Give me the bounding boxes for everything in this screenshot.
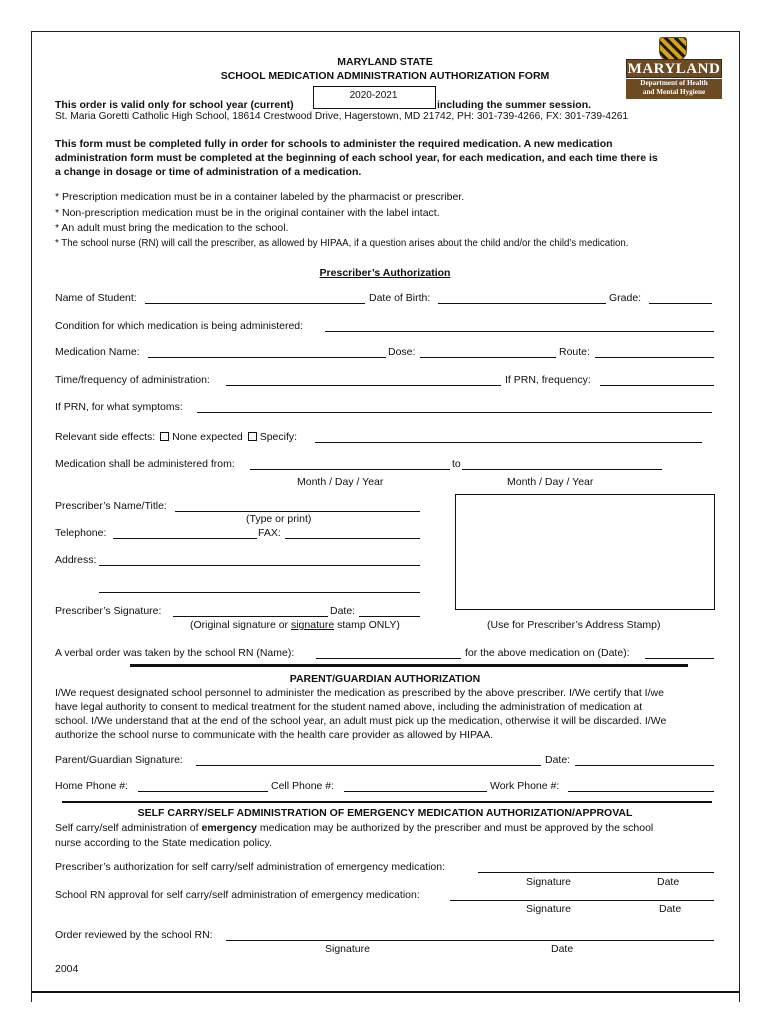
footer-year: 2004 bbox=[55, 963, 79, 975]
valid-prefix: This order is valid only for school year (current) bbox=[55, 99, 294, 111]
label-side-effects: Relevant side effects: bbox=[55, 431, 156, 443]
medication-name-field[interactable] bbox=[148, 357, 386, 358]
work-phone-field[interactable] bbox=[568, 791, 714, 792]
label-prn-frequency: If PRN, frequency: bbox=[505, 374, 591, 386]
rn-selfcarry-field[interactable] bbox=[450, 900, 714, 901]
label-verbal-for: for the above medication on (Date): bbox=[465, 647, 630, 659]
selfcarry-heading: SELF CARRY/SELF ADMINISTRATION OF EMERGENCY MEDICATION AUTHORIZATION/APPROVAL bbox=[137, 807, 633, 819]
prescriber-name-field[interactable] bbox=[175, 511, 420, 512]
bullet-2: * Non-prescription medication must be in the original container with the label intact. bbox=[55, 207, 440, 219]
valid-suffix: including the summer session. bbox=[437, 99, 592, 111]
title-form: SCHOOL MEDICATION ADMINISTRATION AUTHORIZATION FORM bbox=[220, 70, 550, 82]
signature-date-field[interactable] bbox=[359, 616, 420, 617]
label-student-name: Name of Student: bbox=[55, 292, 137, 304]
prn-frequency-field[interactable] bbox=[600, 385, 714, 386]
side-effects-row bbox=[55, 431, 297, 443]
parent-line3: school. I/We understand that at the end of the school year, an adult must pick up the medication, otherwise it will be discarded. I/We bbox=[55, 715, 667, 727]
school-info: St. Maria Goretti Catholic High School, 18614 Crestwood Drive, Hagerstown, MD 21742, PH: 301-739-4266, FX: 301-739-4261 bbox=[55, 111, 629, 122]
selfcarry-date-label-1: Date bbox=[657, 876, 680, 888]
logo-line2: and Mental Hygiene bbox=[642, 88, 706, 96]
label-work-phone: Work Phone #: bbox=[490, 780, 560, 792]
label-address: Address: bbox=[55, 554, 97, 566]
bullet-4: * The school nurse (RN) will call the prescriber, as allowed by HIPAA, if a question arises about the child and/or the child’s medication. bbox=[55, 238, 629, 249]
parent-line1: I/We request designated school personnel to administer the medication as prescribed by the above prescriber. I/We certify that I/we bbox=[55, 687, 664, 699]
label-home-phone: Home Phone #: bbox=[55, 780, 128, 792]
logo-subtitle bbox=[626, 79, 722, 99]
time-frequency-field[interactable] bbox=[226, 385, 501, 386]
label-verbal-order: A verbal order was taken by the school RN (Name): bbox=[55, 647, 295, 659]
address-field-2[interactable] bbox=[99, 592, 420, 593]
signature-note bbox=[190, 619, 400, 631]
label-parent-date: Date: bbox=[545, 754, 571, 766]
home-phone-field[interactable] bbox=[138, 791, 268, 792]
label-time-frequency: Time/frequency of administration: bbox=[55, 374, 210, 386]
parent-line4: authorize the school nurse to communicate with the health care provider as allowed by HIPAA. bbox=[55, 729, 494, 741]
selfcarry-signature-label-2: Signature bbox=[526, 903, 571, 915]
prescriber-selfcarry-field[interactable] bbox=[478, 872, 714, 873]
selfcarry-line1 bbox=[55, 822, 653, 834]
selfcarry-line1-post: medication may be authorized by the prescriber and must be approved by the school bbox=[256, 822, 654, 834]
prescriber-heading: Prescriber’s Authorization bbox=[319, 267, 451, 279]
verbal-order-name-field[interactable] bbox=[316, 658, 461, 659]
title-state: MARYLAND STATE bbox=[337, 56, 433, 68]
logo-name: MARYLAND bbox=[627, 61, 721, 77]
signature-note-post: stamp ONLY) bbox=[334, 619, 400, 631]
from-date-field[interactable] bbox=[250, 469, 450, 470]
label-telephone: Telephone: bbox=[55, 527, 107, 539]
label-to: to bbox=[452, 458, 461, 470]
label-route: Route: bbox=[559, 346, 590, 358]
parent-heading: PARENT/GUARDIAN AUTHORIZATION bbox=[289, 673, 481, 685]
maryland-crest-icon bbox=[659, 37, 687, 61]
dose-field[interactable] bbox=[420, 357, 556, 358]
label-dob: Date of Birth: bbox=[369, 292, 431, 304]
parent-date-field[interactable] bbox=[575, 765, 714, 766]
prescriber-signature-field[interactable] bbox=[173, 616, 328, 617]
address-stamp-box[interactable] bbox=[455, 494, 715, 610]
selfcarry-line1-bold: emergency bbox=[201, 822, 257, 834]
signature-note-word: signature bbox=[290, 619, 335, 631]
selfcarry-line2: nurse according to the State medication policy. bbox=[55, 837, 272, 849]
label-specify: Specify: bbox=[259, 431, 298, 443]
parent-signature-field[interactable] bbox=[196, 765, 541, 766]
label-dose: Dose: bbox=[388, 346, 416, 358]
student-name-field[interactable] bbox=[145, 303, 365, 304]
intro-line3: a change in dosage or time of administration of a medication. bbox=[55, 166, 362, 178]
route-field[interactable] bbox=[595, 357, 714, 358]
label-prescriber-name: Prescriber’s Name/Title: bbox=[55, 500, 167, 512]
order-reviewed-field[interactable] bbox=[226, 940, 714, 941]
reviewed-signature-label: Signature bbox=[325, 943, 370, 955]
maryland-logo bbox=[626, 37, 722, 99]
label-cell-phone: Cell Phone #: bbox=[271, 780, 335, 792]
condition-field[interactable] bbox=[325, 331, 714, 332]
footer-line bbox=[31, 991, 739, 993]
school-year-value: 2020-2021 bbox=[349, 90, 398, 101]
label-medication-name: Medication Name: bbox=[55, 346, 140, 358]
intro-line1: This form must be completed fully in order for schools to administer the required medication. A new medication bbox=[55, 138, 613, 150]
intro-line2: administration form must be completed at the beginning of each school year, for each medication, and each time there is bbox=[55, 152, 658, 164]
label-order-reviewed: Order reviewed by the school RN: bbox=[55, 929, 213, 941]
selfcarry-line1-pre: Self carry/self administration of bbox=[55, 822, 202, 834]
label-signature-date: Date: bbox=[330, 605, 356, 617]
bullet-3: * An adult must bring the medication to the school. bbox=[55, 222, 289, 234]
parent-divider bbox=[130, 664, 688, 667]
label-none-expected: None expected bbox=[172, 431, 243, 443]
selfcarry-divider bbox=[62, 801, 712, 803]
reviewed-date-label: Date bbox=[551, 943, 574, 955]
grade-field[interactable] bbox=[649, 303, 712, 304]
label-prescriber-selfcarry: Prescriber’s authorization for self carry/self administration of emergency medication: bbox=[55, 861, 446, 873]
none-expected-checkbox[interactable] bbox=[160, 432, 169, 441]
address-field-1[interactable] bbox=[99, 565, 420, 566]
label-prn-symptoms: If PRN, for what symptoms: bbox=[55, 401, 183, 413]
verbal-order-date-field[interactable] bbox=[645, 658, 714, 659]
specify-checkbox[interactable] bbox=[248, 432, 257, 441]
label-fax: FAX: bbox=[258, 527, 281, 539]
mdy-label-to: Month / Day / Year bbox=[507, 476, 594, 488]
fax-field[interactable] bbox=[285, 538, 420, 539]
mdy-label-from: Month / Day / Year bbox=[297, 476, 384, 488]
prn-symptoms-field[interactable] bbox=[197, 412, 712, 413]
specify-field[interactable] bbox=[315, 442, 702, 443]
parent-line2: have legal authority to consent to medical treatment for the student named above, including the administration of medication at bbox=[55, 701, 643, 713]
label-parent-signature: Parent/Guardian Signature: bbox=[55, 754, 183, 766]
selfcarry-signature-label-1: Signature bbox=[526, 876, 571, 888]
to-date-field[interactable] bbox=[462, 469, 662, 470]
signature-note-pre: (Original signature or bbox=[190, 619, 291, 631]
label-rn-selfcarry: School RN approval for self carry/self administration of emergency medication: bbox=[55, 889, 420, 901]
label-prescriber-signature: Prescriber’s Signature: bbox=[55, 605, 162, 617]
label-condition: Condition for which medication is being administered: bbox=[55, 320, 304, 332]
label-administered-from: Medication shall be administered from: bbox=[55, 458, 235, 470]
logo-line1: Department of Health bbox=[640, 79, 708, 87]
dob-field[interactable] bbox=[438, 303, 606, 304]
label-grade: Grade: bbox=[609, 292, 642, 304]
telephone-field[interactable] bbox=[113, 538, 257, 539]
stamp-note: (Use for Prescriber’s Address Stamp) bbox=[487, 619, 661, 631]
selfcarry-date-label-2: Date bbox=[659, 903, 682, 915]
bullet-1: * Prescription medication must be in a container labeled by the pharmacist or prescriber. bbox=[55, 191, 465, 203]
type-print-note: (Type or print) bbox=[246, 513, 312, 525]
cell-phone-field[interactable] bbox=[344, 791, 487, 792]
